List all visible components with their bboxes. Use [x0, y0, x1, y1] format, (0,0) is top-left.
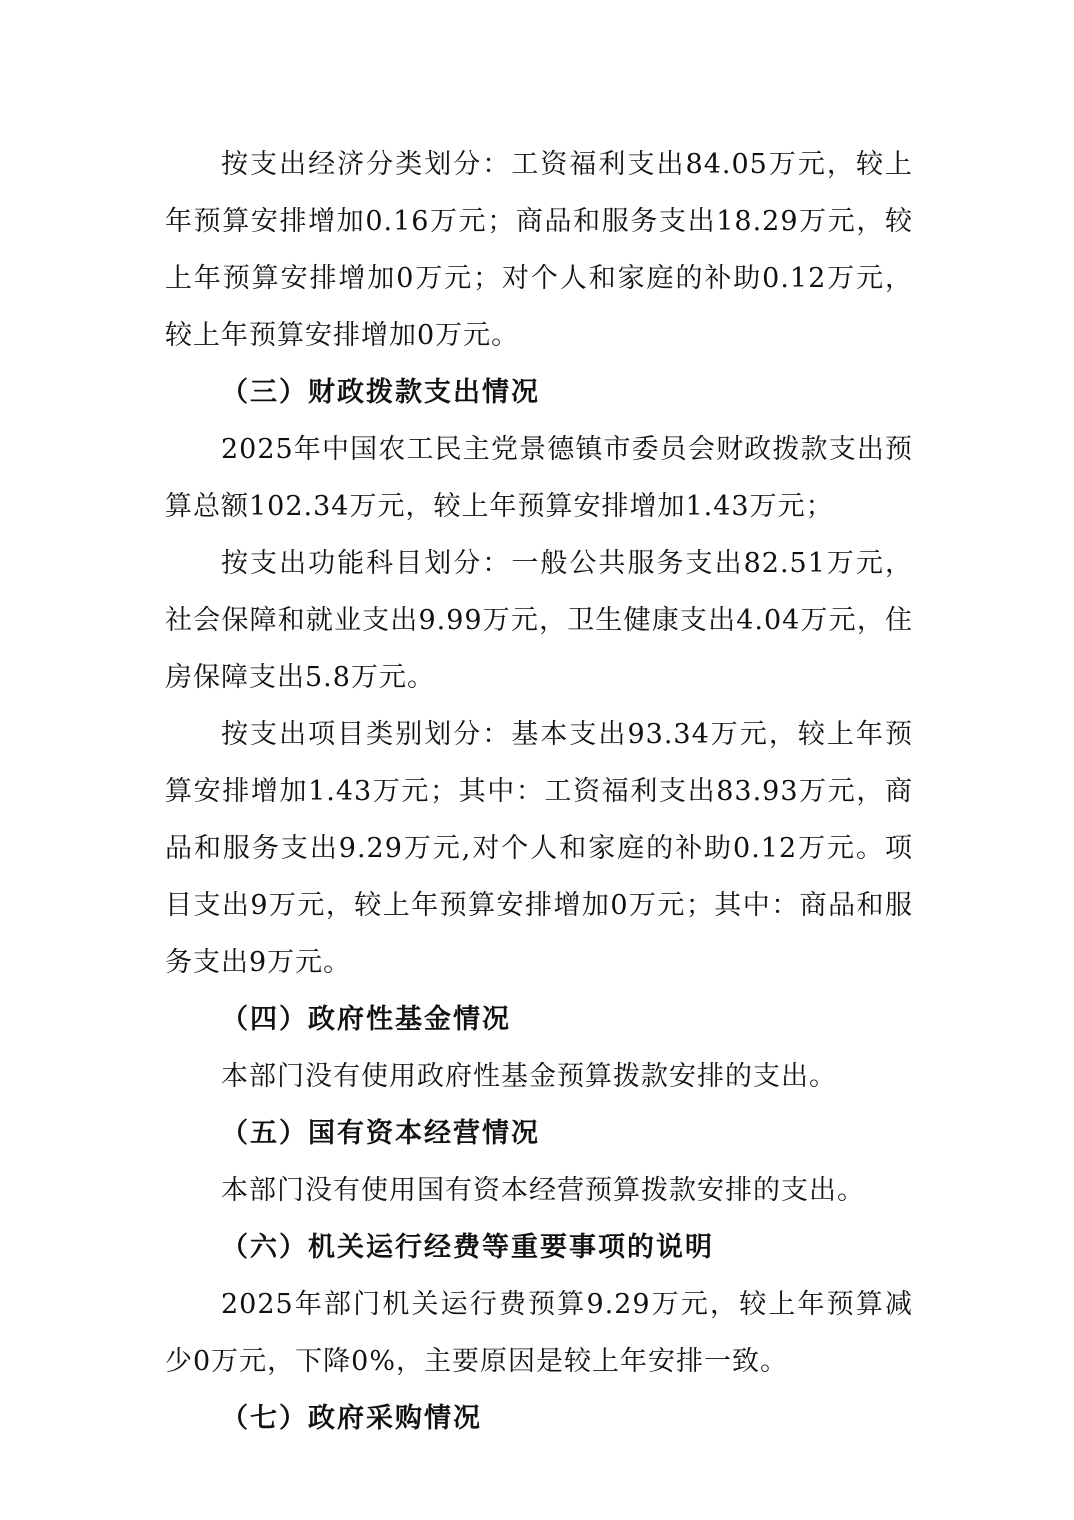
- section-heading-state-capital: （五）国有资本经营情况: [221, 1118, 540, 1149]
- paragraph-economic-classification: 按支出经济分类划分：工资福利支出84.05万元，较上年预算安排增加0.16万元；商品和服务支出18.29万元，较上年预算安排增加0万元；对个人和家庭的补助0.12万元，较上年预算安排增加0万元。: [165, 149, 913, 351]
- section-heading-operating-costs: （六）机关运行经费等重要事项的说明: [221, 1232, 714, 1263]
- section-heading-fiscal-expenditure: （三）财政拨款支出情况: [221, 377, 540, 408]
- paragraph-fiscal-total: 2025年中国农工民主党景德镇市委员会财政拨款支出预算总额102.34万元，较上年预算安排增加1.43万元；: [165, 434, 913, 522]
- paragraph-functional-classification: 按支出功能科目划分：一般公共服务支出82.51万元，社会保障和就业支出9.99万元，卫生健康支出4.04万元，住房保障支出5.8万元。: [165, 548, 913, 693]
- section-heading-government-funds: （四）政府性基金情况: [221, 1004, 511, 1035]
- paragraph-state-capital: 本部门没有使用国有资本经营预算拨款安排的支出。: [221, 1175, 865, 1206]
- document-body: [165, 136, 913, 1447]
- section-heading-procurement: （七）政府采购情况: [221, 1403, 482, 1434]
- paragraph-operating-costs: 2025年部门机关运行费预算9.29万元，较上年预算减少0万元，下降0%，主要原因是较上年安排一致。: [165, 1289, 913, 1377]
- paragraph-government-funds: 本部门没有使用政府性基金预算拨款安排的支出。: [221, 1061, 837, 1092]
- paragraph-project-category: 按支出项目类别划分：基本支出93.34万元，较上年预算安排增加1.43万元；其中：工资福利支出83.93万元，商品和服务支出9.29万元,对个人和家庭的补助0.12万元。项目支出9万元，较上年预算安排增加0万元；其中：商品和服务支出9万元。: [165, 719, 913, 978]
